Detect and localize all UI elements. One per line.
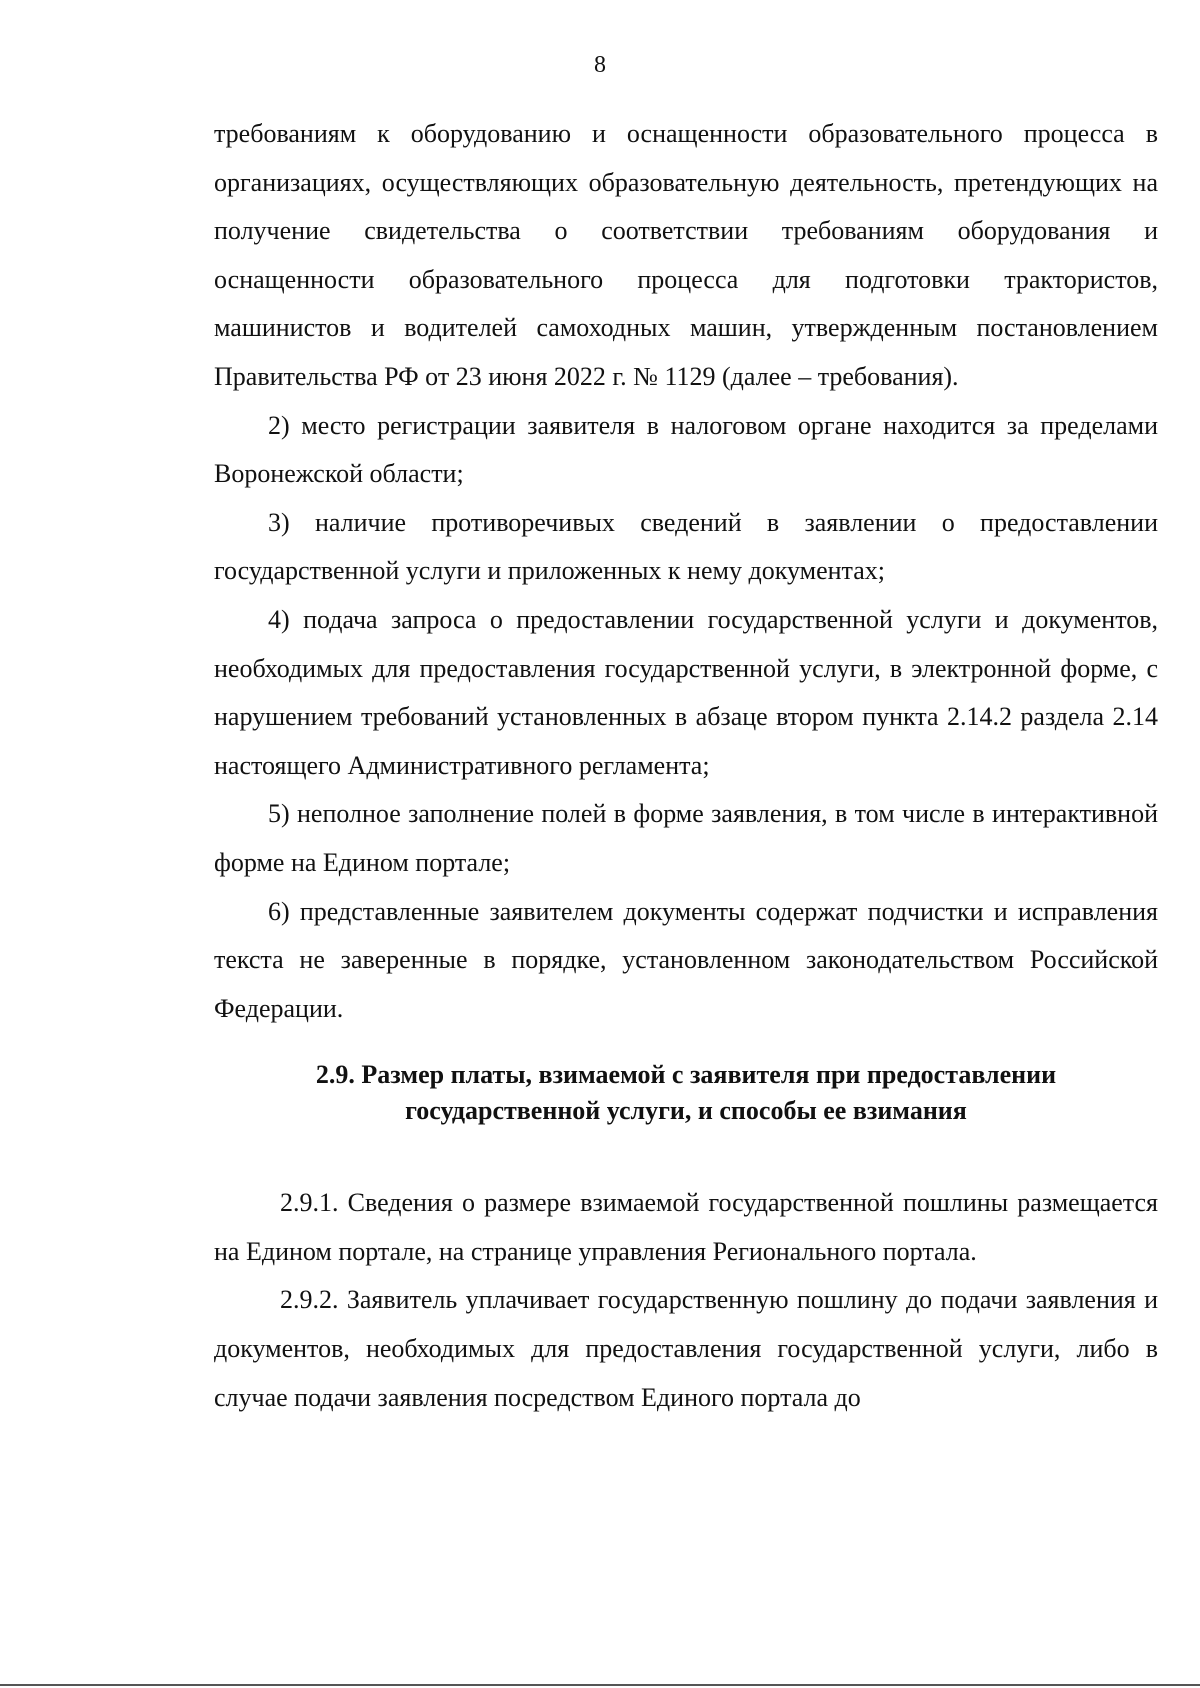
paragraph-2-9-1: 2.9.1. Сведения о размере взимаемой государственной пошлины размещается на Едином портале, на странице управления Регионального портала. (214, 1188, 1158, 1266)
list-item-5: 5) неполное заполнение полей в форме заявления, в том числе в интерактивной форме на Едином портале; (214, 799, 1158, 877)
page-number: 8 (594, 52, 606, 78)
heading-spacer (214, 1129, 1158, 1179)
paragraph-2-9-2: 2.9.2. Заявитель уплачивает государственную пошлину до подачи заявления и документов, необходимых для предоставления государственной услуги, либо в случае подачи заявления посредством Единого портала до (214, 1285, 1158, 1412)
list-item-6: 6) представленные заявителем документы содержат подчистки и исправления текста не заверенные в порядке, установленном законодательством Российской Федерации. (214, 896, 1158, 1023)
list-item-4: 4) подача запроса о предоставлении государственной услуги и документов, необходимых для предоставления государственной услуги, в электронной форме, с нарушением требований установленных в абзаце втором пункта 2.14.2 раздела 2.14 настоящего Административного регламента; (214, 604, 1158, 780)
section-heading-2-9: 2.9. Размер платы, взимаемой с заявителя при предоставлении государственной услуги, и способы ее взимания (315, 1060, 1057, 1126)
bottom-edge-line (0, 1684, 1200, 1686)
document-body (214, 110, 1158, 1422)
list-item-3: 3) наличие противоречивых сведений в заявлении о предоставлении государственной услуги и приложенных к нему документах; (214, 507, 1158, 586)
list-item-2: 2) место регистрации заявителя в налоговом органе находится за пределами Воронежской области; (214, 410, 1158, 489)
paragraph-requirements-continuation: требованиям к оборудованию и оснащенности образовательного процесса в организациях, осуществляющих образовательную деятельность, претендующих на получение свидетельства о соответствии требованиям оборудования и оснащенности образовательного процесса для подготовки трактористов, машинистов и водителей самоходных машин, утвержденным постановлением Правительства РФ от 23 июня 2022 г. № 1129 (далее – требования). (214, 119, 1158, 391)
